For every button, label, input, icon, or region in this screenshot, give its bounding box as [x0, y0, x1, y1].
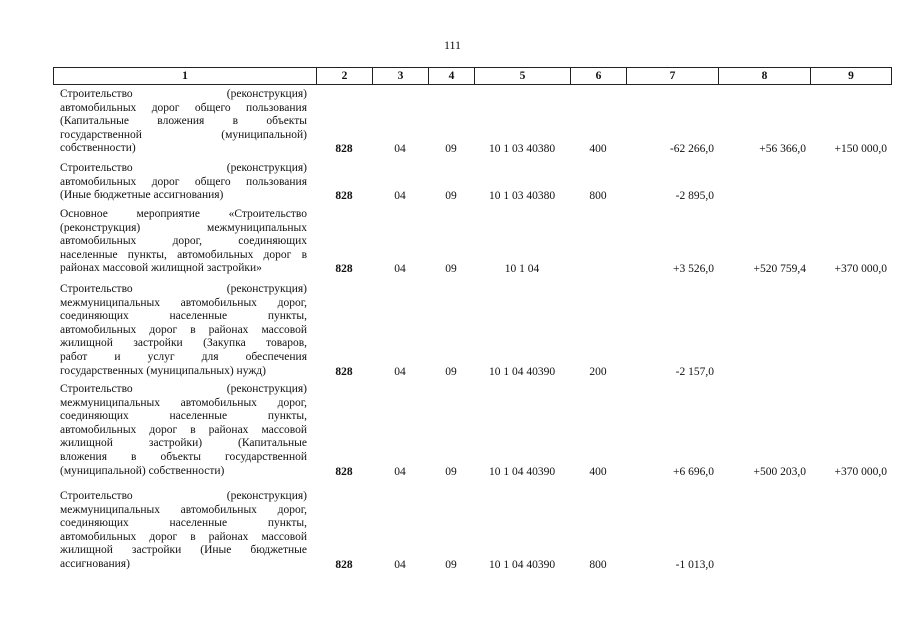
description-line: (Иные бюджетные ассигнования) — [60, 189, 224, 202]
header-col-1: 1 — [182, 70, 188, 82]
row-description — [60, 88, 307, 156]
table-header — [53, 67, 892, 85]
amount-col-9: +370 000,0 — [834, 263, 887, 276]
page-number: 111 — [443, 38, 462, 52]
description-line: (реконструкция) межмуниципальных — [60, 221, 307, 234]
description-line: соединяющих населенные пункты, — [60, 310, 307, 323]
row-description — [60, 383, 307, 478]
target-article-code: 10 1 04 — [504, 263, 540, 276]
ministry-code: 828 — [335, 263, 353, 276]
header-col-4: 4 — [428, 68, 474, 84]
section-code: 04 — [394, 559, 406, 571]
header-col-6: 6 — [570, 68, 626, 84]
header-col-2: 2 — [316, 68, 372, 84]
description-line: Строительство (реконструкция) — [60, 490, 307, 502]
target-article-code: 10 1 04 40390 — [488, 365, 556, 378]
description-line: Строительство (реконструкция) — [60, 162, 307, 174]
expense-type-code: 800 — [589, 190, 607, 203]
header-col-3: 3 — [372, 68, 428, 84]
row-description — [60, 162, 307, 203]
section-code: 04 — [394, 365, 406, 378]
row-description — [60, 490, 307, 572]
expense-type-code: 400 — [589, 465, 607, 478]
description-line: Строительство (реконструкция) — [60, 283, 307, 295]
subsection-code: 09 — [445, 365, 457, 378]
amount-col-7: -2 157,0 — [675, 365, 714, 378]
description-line: Строительство (реконструкция) — [60, 383, 307, 395]
amount-col-7: -62 266,0 — [669, 143, 714, 156]
section-code: 04 — [394, 465, 406, 478]
amount-col-9: +150 000,0 — [834, 143, 887, 156]
description-line: государственных (муниципальных) нужд) — [60, 364, 266, 377]
section-code: 04 — [394, 143, 406, 156]
amount-col-7: -2 895,0 — [675, 190, 714, 203]
description-line: межмуниципальных автомобильных дорог, — [60, 396, 307, 409]
description-line: автомобильных дорог в районах массовой — [60, 530, 307, 543]
expense-type-code: 400 — [589, 143, 607, 156]
section-code: 04 — [394, 263, 406, 276]
description-line: (Капитальные вложения в объекты — [60, 115, 307, 128]
target-article-code: 10 1 03 40380 — [488, 190, 556, 203]
target-article-code: 10 1 04 40390 — [488, 465, 556, 478]
ministry-code: 828 — [335, 559, 353, 571]
subsection-code: 09 — [445, 465, 457, 478]
description-line: собственности) — [60, 142, 136, 155]
description-line: соединяющих населенные пункты, — [60, 517, 307, 530]
description-line: Основное мероприятие «Строительство — [60, 208, 307, 220]
amount-col-7: +3 526,0 — [673, 263, 714, 276]
description-line: районах массовой жилищной застройки» — [60, 262, 262, 275]
description-line: государственной (муниципальной) — [60, 128, 307, 141]
subsection-code: 09 — [445, 190, 457, 203]
description-line: соединяющих населенные пункты, — [60, 410, 307, 423]
ministry-code: 828 — [335, 143, 353, 156]
row-description — [60, 208, 307, 276]
target-article-code: 10 1 04 40390 — [488, 559, 556, 571]
header-col-8: 8 — [718, 68, 810, 84]
subsection-code: 09 — [445, 559, 457, 571]
amount-col-7: +6 696,0 — [673, 465, 714, 478]
amount-col-7: -1 013,0 — [675, 559, 714, 571]
description-line: жилищной застройки (Закупка товаров, — [60, 337, 307, 350]
amount-col-8: +56 366,0 — [759, 143, 806, 156]
expense-type-code: 800 — [589, 559, 607, 571]
description-line: автомобильных дорог, соединяющих — [60, 235, 307, 248]
ministry-code: 828 — [335, 465, 353, 478]
description-line: автомобильных дорог в районах массовой — [60, 423, 307, 436]
description-line: межмуниципальных автомобильных дорог, — [60, 503, 307, 516]
description-line: населенные пункты, автомобильных дорог в — [60, 248, 307, 261]
description-line: жилищной застройки (Иные бюджетные — [60, 544, 307, 557]
subsection-code: 09 — [445, 263, 457, 276]
amount-col-8: +520 759,4 — [753, 263, 806, 276]
amount-col-9: +370 000,0 — [834, 465, 887, 478]
description-line: автомобильных дорог общего пользования — [60, 101, 307, 114]
subsection-code: 09 — [445, 143, 457, 156]
row-description — [60, 283, 307, 378]
header-col-7: 7 — [626, 68, 718, 84]
description-line: вложения в объекты государственной — [60, 450, 307, 463]
description-line: (муниципальной) собственности) — [60, 464, 225, 477]
description-line: ассигнования) — [60, 557, 130, 570]
target-article-code: 10 1 03 40380 — [488, 143, 556, 156]
section-code: 04 — [394, 190, 406, 203]
ministry-code: 828 — [335, 190, 353, 203]
description-line: межмуниципальных автомобильных дорог, — [60, 296, 307, 309]
description-line: жилищной застройки) (Капитальные — [60, 437, 307, 450]
ministry-code: 828 — [335, 365, 353, 378]
expense-type-code: 200 — [589, 365, 607, 378]
amount-col-8: +500 203,0 — [753, 465, 806, 478]
description-line: автомобильных дорог общего пользования — [60, 175, 307, 188]
header-col-9: 9 — [810, 68, 891, 84]
description-line: автомобильных дорог в районах массовой — [60, 323, 307, 336]
header-col-5: 5 — [474, 68, 570, 84]
description-line: работ и услуг для обеспечения — [60, 350, 307, 363]
description-line: Строительство (реконструкция) — [60, 88, 307, 100]
